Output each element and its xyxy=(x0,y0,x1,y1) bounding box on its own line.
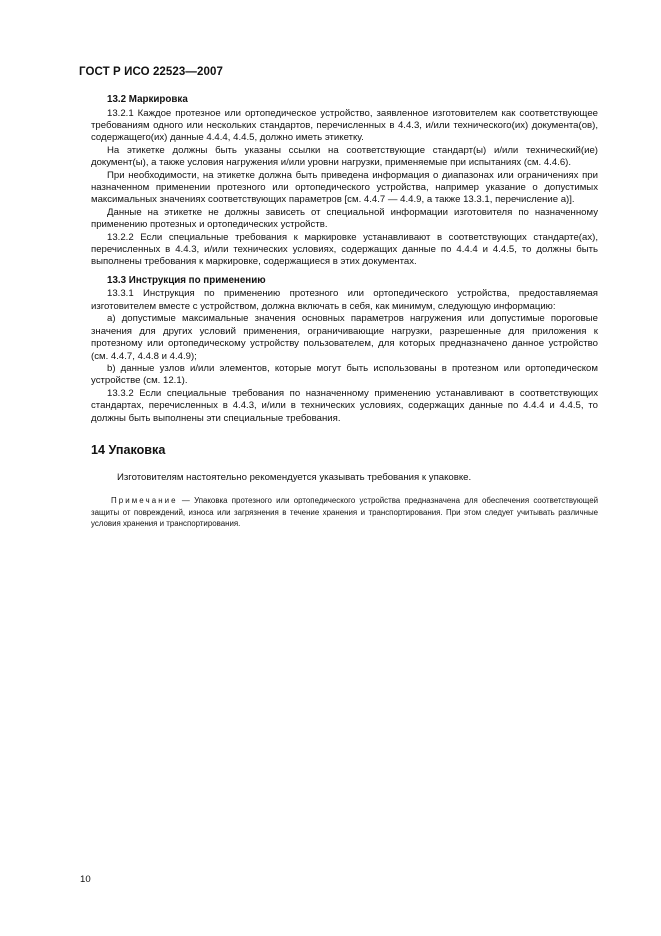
paragraph-13-2-2: 13.2.2 Если специальные требования к маркировке устанавливают в соответствующих стандарте(ах), перечисленных в 4.4.3, и/или технических условиях, содержащих данные по 4.4.4 и 4.4.5, то должны быть выполнены требования к маркировке, содержащиеся в этих документах. xyxy=(91,231,598,268)
section-13-3-heading: 13.3 Инструкция по применению xyxy=(107,274,266,286)
section-13-2-heading: 13.2 Маркировка xyxy=(107,94,188,105)
page-number: 10 xyxy=(80,874,91,885)
list-item-a: а) допустимые максимальные значения основных параметров нагружения или допустимые пороговые значения для других условий применения, ограничивающие нагрузки, разрешенные для приложения к протезному или ортопедическому устройству пользователем, для которых предназначено данное устройство (см. 4.4.7, 4.4.8 и 4.4.9); xyxy=(91,313,598,362)
document-header: ГОСТ Р ИСО 22523—2007 xyxy=(79,66,224,78)
section-14-text: Изготовителям настоятельно рекомендуется указывать требования к упаковке. xyxy=(117,471,472,483)
note xyxy=(91,495,598,529)
section-14-heading: 14 Упаковка xyxy=(91,442,166,457)
list-item-b: b) данные узлов и/или элементов, которые могут быть использованы в протезном или ортопедическом устройстве (см. 12.1). xyxy=(91,362,598,387)
paragraph-13-3-2: 13.3.2 Если специальные требования по назначенному применению устанавливают в соответствующих стандартах, перечисленных в 4.4.3, и/или в технических условиях, содержащих данные по 4.4.4 и 4.4.5, то должны быть выполнены эти специальные требования. xyxy=(91,387,598,424)
paragraph-label-references: На этикетке должны быть указаны ссылки на соответствующие стандарт(ы) и/или технический(ие) документ(ы), а также условия нагружения и/или уровни нагрузки, применяемые при испытаниях (см. 4.4.6). xyxy=(91,144,598,169)
note-label: Примечание xyxy=(111,496,178,506)
paragraph-label-ranges: При необходимости, на этикетке должна быть приведена информация о диапазонах или ограничениях при назначенном применении протезного или ортопедического устройства, например указание о допустимых максимальных значениях соответствующих параметров [см. 4.4.7 — 4.4.9, а также 13.3.1, перечисление а)]. xyxy=(91,169,598,206)
note-text: — Упаковка протезного или ортопедического устройства предназначена для обеспечения соответствующей защиты от повреждений, износа или загрязнения в течение хранения и транспортирования. При этом следует учитывать различные условия хранения и транспортирования. xyxy=(91,496,598,528)
page-content xyxy=(91,94,598,529)
paragraph-13-2-1: 13.2.1 Каждое протезное или ортопедическое устройство, заявленное изготовителем как соответствующее требованиям одного или нескольких стандартов, перечисленных в 4.4.3, и/или технического(их) документа(ов), содержащего(их) данные 4.4.4, 4.4.5, должно иметь этикетку. xyxy=(91,107,598,144)
paragraph-13-3-1: 13.3.1 Инструкция по применению протезного или ортопедического устройства, предоставляемая изготовителем вместе с устройством, должна включать в себя, как минимум, следующую информацию: xyxy=(91,288,598,312)
paragraph-label-independence: Данные на этикетке не должны зависеть от специальной информации изготовителя по назначенному применению протезных и ортопедических устройств. xyxy=(91,206,598,231)
